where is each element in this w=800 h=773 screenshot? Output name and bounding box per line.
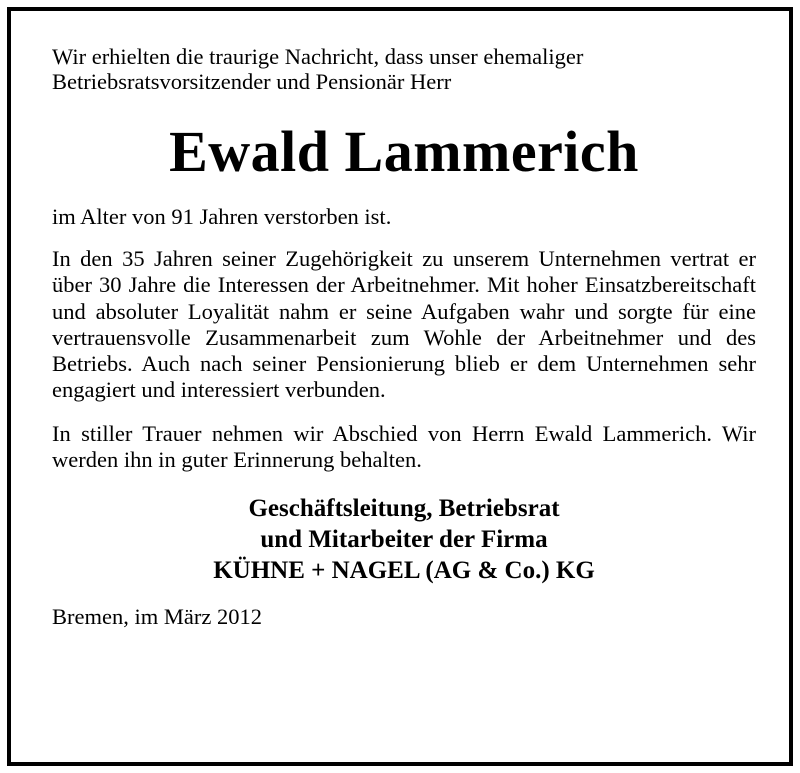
- obituary-notice: [7, 7, 793, 766]
- intro-line-2: Betriebsratsvorsitzender und Pensionär Herr: [52, 69, 452, 94]
- place-date: Bremen, im März 2012: [52, 603, 262, 629]
- signature-line-2: und Mitarbeiter der Firma: [260, 525, 548, 553]
- tribute-paragraph: In den 35 Jahren seiner Zugehörigkeit zu unserem Unternehmen vertrat er über 30 Jahre die Interessen der Arbeitnehmer. Mit hoher Einsatzbereitschaft und absoluter Loyalität nahm er seine Aufgaben wahr und sorgte für eine vertrauensvolle Zusammenarbeit zum Wohle der Arbeitnehmer und des Betriebs. Auch nach seiner Pensionierung blieb er dem Unternehmen sehr engagiert und interessiert verbunden.: [52, 246, 756, 403]
- signature-company: KÜHNE + NAGEL (AG & Co.) KG: [213, 556, 595, 584]
- intro-line-1: Wir erhielten die traurige Nachricht, dass unser ehemaliger: [52, 44, 584, 69]
- notice-content: [52, 44, 756, 630]
- deceased-name: Ewald Lammerich: [169, 119, 639, 184]
- age-line: im Alter von 91 Jahren verstorben ist.: [52, 204, 392, 229]
- farewell-paragraph: In stiller Trauer nehmen wir Abschied von Herrn Ewald Lammerich. Wir werden ihn in guter Erinnerung behalten.: [52, 420, 756, 472]
- signature-block: [52, 493, 756, 586]
- intro-text: [52, 44, 756, 94]
- signature-line-1: Geschäftsleitung, Betriebsrat: [248, 494, 560, 522]
